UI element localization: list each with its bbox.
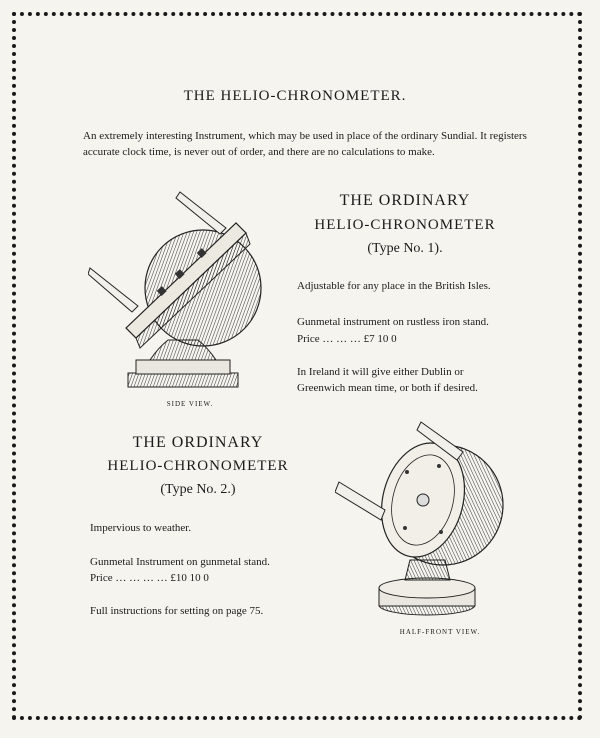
intro-paragraph: An extremely interesting Instrument, which may be used in place of the ordinary Sundial. It registers accurate clock time, is never out of order, and there are no calculations to make. xyxy=(83,130,527,158)
side-view-illustration xyxy=(88,188,263,393)
type2-type-label: (Type No. 2.) xyxy=(160,482,236,497)
type1-adjustable-text: Adjustable for any place in the British Isles. xyxy=(297,280,491,292)
half-front-view-illustration xyxy=(335,420,510,625)
type1-material-text: Gunmetal instrument on rustless iron stand. xyxy=(297,316,489,328)
type2-material-text: Gunmetal Instrument on gunmetal stand. xyxy=(90,556,270,568)
half-front-view-caption: HALF-FRONT VIEW. xyxy=(399,628,481,636)
type2-price-line: Price … … … … £10 10 0 xyxy=(90,572,209,584)
type2-heading-line2: HELIO-CHRONOMETER xyxy=(107,458,289,474)
type2-heading-line1: THE ORDINARY xyxy=(132,434,264,451)
type1-ireland-line1: In Ireland it will give either Dublin or xyxy=(297,366,464,378)
type1-ireland-line2: Greenwich mean time, or both if desired. xyxy=(297,382,478,394)
type2-instructions-text: Full instructions for setting on page 75. xyxy=(90,605,264,617)
type1-type-label: (Type No. 1). xyxy=(367,241,443,256)
type1-heading-line2: HELIO-CHRONOMETER xyxy=(314,217,496,233)
type1-heading-line1: THE ORDINARY xyxy=(339,192,471,209)
page-title: THE HELIO-CHRONOMETER. xyxy=(183,88,407,104)
type1-price-line: Price … … … £7 10 0 xyxy=(297,333,397,345)
side-view-caption: SIDE VIEW. xyxy=(166,400,214,408)
type2-weather-text: Impervious to weather. xyxy=(90,522,192,534)
